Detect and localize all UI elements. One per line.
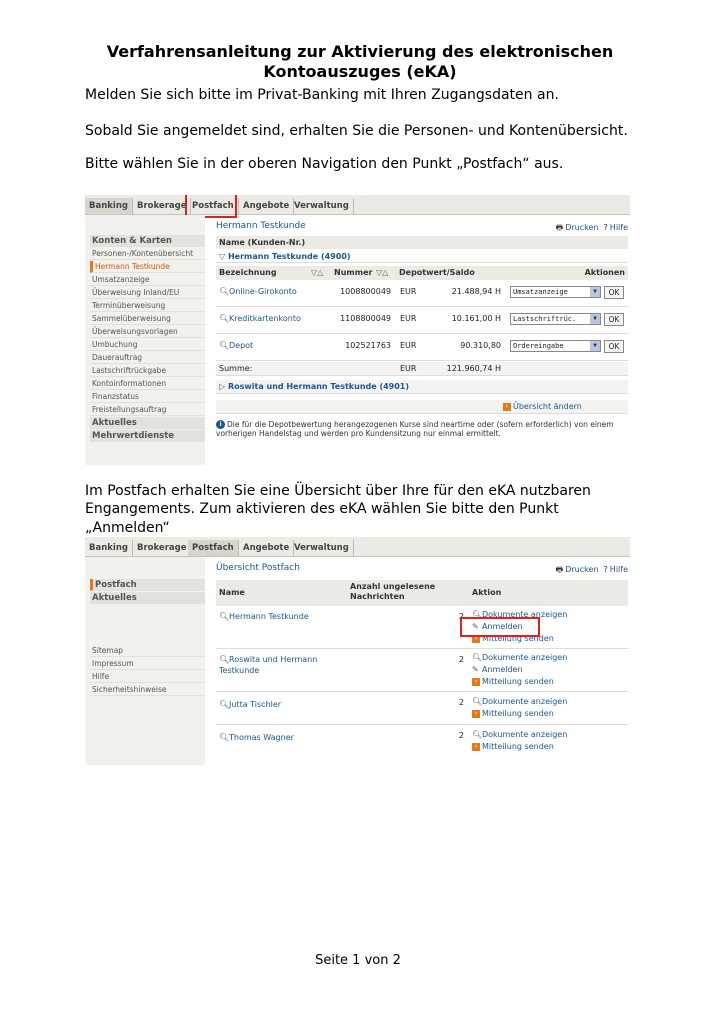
collapse-triangle-icon: ▽ — [219, 252, 226, 261]
sort-icon[interactable]: ▽△ — [376, 268, 389, 277]
ok-button[interactable]: OK — [604, 313, 624, 326]
paragraph-postfach-overview-1: Im Postfach erhalten Sie eine Übersicht über Ihre für den eKA nutzbaren — [85, 483, 591, 499]
sidebar-item-terminueberweisung[interactable]: Terminüberweisung — [90, 300, 205, 312]
account-row — [216, 335, 628, 361]
document-title-line2: Kontoauszuges (eKA) — [263, 62, 457, 81]
page-title: Hermann Testkunde — [216, 221, 306, 231]
customer-link[interactable]: 🔍︎Thomas Wagner — [219, 733, 294, 742]
column-depotwert-saldo[interactable]: Depotwert/Saldo — [399, 268, 475, 277]
help-icon: ? — [603, 223, 608, 232]
change-overview-row — [216, 400, 628, 414]
show-documents-link[interactable]: 🔍︎Dokumente anzeigen — [472, 610, 568, 619]
sidebar-item-impressum[interactable]: Impressum — [90, 658, 205, 670]
account-row — [216, 308, 628, 334]
group-row-4900[interactable] — [216, 250, 628, 263]
magnifier-icon: 🔍︎ — [219, 612, 230, 621]
show-documents-link[interactable]: 🔍︎Dokumente anzeigen — [472, 697, 568, 706]
sidebar-item-dauerauftrag[interactable]: Dauerauftrag — [90, 352, 205, 364]
account-number: 1108800049 — [340, 314, 391, 323]
postfach-row — [216, 693, 628, 725]
top-navigation — [85, 537, 630, 557]
unread-count: 2 — [458, 698, 464, 707]
sum-label: Summe: — [219, 364, 253, 373]
account-balance: 21.488,94 H — [451, 287, 501, 296]
page-footer: Seite 1 von 2 — [315, 953, 401, 968]
account-link[interactable]: 🔍︎Kreditkartenkonto — [219, 314, 301, 323]
main-content — [216, 219, 628, 465]
sidebar-item-sammelueberweisung[interactable]: Sammelüberweisung — [90, 313, 205, 325]
screenshot-postfach — [85, 537, 630, 765]
help-icon: ? — [603, 565, 608, 574]
help-link[interactable]: Hilfe — [609, 565, 628, 574]
account-link[interactable]: 🔍︎Online-Girokonto — [219, 287, 297, 296]
ok-button[interactable]: OK — [604, 340, 624, 353]
account-currency: EUR — [400, 314, 417, 323]
nav-tab-angebote[interactable]: Angebote — [239, 540, 294, 556]
magnifier-icon: 🔍︎ — [219, 341, 230, 350]
magnifier-icon: 🔍︎ — [219, 287, 230, 296]
magnifier-icon: 🔍︎ — [472, 653, 483, 662]
toolbar — [556, 222, 628, 236]
customer-link[interactable]: 🔍︎Roswita und Hermann Testkunde — [219, 655, 318, 675]
document-title-line1: Verfahrensanleitung zur Aktivierung des elektronischen — [106, 42, 614, 61]
sum-currency: EUR — [400, 364, 417, 373]
sidebar-item-hilfe[interactable]: Hilfe — [90, 671, 205, 683]
sidebar-heading-aktuelles[interactable]: Aktuelles — [90, 592, 205, 604]
send-message-link[interactable]: › Mitteilung senden — [472, 742, 554, 751]
ok-button[interactable]: OK — [604, 286, 624, 299]
send-message-link[interactable]: › Mitteilung senden — [472, 677, 554, 686]
help-link[interactable]: Hilfe — [609, 223, 628, 232]
account-currency: EUR — [400, 287, 417, 296]
column-unread-count: Anzahl ungelesene Nachrichten — [350, 582, 436, 601]
top-navigation — [85, 195, 630, 215]
column-aktionen: Aktionen — [584, 268, 625, 277]
sidebar-item-ueberweisungsvorlagen[interactable]: Überweisungsvorlagen — [90, 326, 205, 338]
arrow-right-icon: › — [472, 635, 480, 643]
paragraph-postfach: Bitte wählen Sie in der oberen Navigation den Punkt „Postfach“ aus. — [85, 156, 564, 172]
sidebar — [85, 557, 205, 765]
sum-row — [216, 362, 628, 376]
nav-tab-brokerage[interactable]: Brokerage — [133, 540, 191, 556]
nav-tab-verwaltung[interactable]: Verwaltung — [290, 198, 354, 214]
nav-tab-brokerage[interactable]: Brokerage — [133, 198, 191, 214]
nav-tab-angebote[interactable]: Angebote — [239, 198, 294, 214]
column-aktion: Aktion — [472, 588, 502, 597]
sidebar-heading-aktuelles[interactable]: Aktuelles — [90, 417, 205, 429]
action-select[interactable]: Lastschriftrüc. ▼ — [510, 313, 601, 325]
group-name: Roswita und Hermann Testkunde (4901) — [227, 382, 410, 391]
nav-tab-banking[interactable]: Banking — [85, 540, 133, 556]
sidebar-heading-postfach[interactable]: Postfach — [90, 579, 205, 591]
account-number: 1008800049 — [340, 287, 391, 296]
send-message-link[interactable]: › Mitteilung senden — [472, 709, 554, 718]
paragraph-overview: Sobald Sie angemeldet sind, erhalten Sie die Personen- und Kontenübersicht. — [85, 123, 628, 139]
info-note — [216, 420, 628, 438]
accounts-table-header — [216, 266, 628, 280]
register-link[interactable]: ✎ Anmelden — [472, 665, 523, 674]
nav-tab-verwaltung[interactable]: Verwaltung — [290, 540, 354, 556]
sidebar-item-umsatzanzeige[interactable]: Umsatzanzeige — [90, 274, 205, 286]
sidebar-item-sitemap[interactable]: Sitemap — [90, 645, 205, 657]
magnifier-icon: 🔍︎ — [219, 655, 230, 664]
sidebar — [85, 215, 205, 465]
magnifier-icon: 🔍︎ — [472, 697, 483, 706]
sidebar-heading-konten[interactable]: Konten & Karten — [90, 235, 205, 247]
group-name: Hermann Testkunde (4900) — [227, 252, 351, 261]
sidebar-item-umbuchung[interactable]: Umbuchung — [90, 339, 205, 351]
send-message-link[interactable]: › Mitteilung senden — [472, 634, 554, 643]
pencil-icon: ✎ — [472, 622, 479, 631]
magnifier-icon: 🔍︎ — [219, 314, 230, 323]
unread-count: 2 — [458, 731, 464, 740]
magnifier-icon: 🔍︎ — [472, 610, 483, 619]
account-link[interactable]: 🔍︎Depot — [219, 341, 254, 350]
sum-value: 121.960,74 H — [446, 364, 501, 373]
account-number: 102521763 — [345, 341, 391, 350]
sidebar-item-finanzstatus[interactable]: Finanzstatus — [90, 391, 205, 403]
action-select[interactable]: Umsatzanzeige ▼ — [510, 286, 601, 298]
customer-link[interactable]: 🔍︎Hermann Testkunde — [219, 612, 309, 621]
column-bezeichnung[interactable]: Bezeichnung — [219, 268, 277, 277]
sidebar-item-hermann-testkunde[interactable]: Hermann Testkunde — [90, 261, 205, 273]
nav-tab-postfach[interactable]: Postfach — [188, 540, 239, 556]
sidebar-item-lastschriftrueckgabe[interactable]: Lastschriftrückgabe — [90, 365, 205, 377]
arrow-right-icon: › — [472, 710, 480, 718]
arrow-right-icon: › — [472, 678, 480, 686]
postfach-table-header — [216, 580, 628, 606]
toolbar — [556, 564, 628, 578]
print-link[interactable]: Drucken — [565, 223, 599, 232]
document-title — [40, 42, 680, 82]
postfach-row — [216, 726, 628, 758]
postfach-row — [216, 607, 628, 649]
sort-icon[interactable]: ▽△ — [311, 268, 324, 277]
info-text: Die für die Depotbewertung herangezogenen Kurse sind neartime oder (sofern erforderlich) von einem vorherigen Handelstag und werden pro Kundensitzung nur einmal ermittelt. — [216, 420, 614, 438]
sidebar-item-sicherheitshinweise[interactable]: Sicherheitshinweise — [90, 684, 205, 696]
pencil-icon: ✎ — [472, 665, 479, 674]
unread-count: 2 — [458, 612, 464, 621]
register-link[interactable]: ✎ Anmelden — [472, 622, 523, 631]
show-documents-link[interactable]: 🔍︎Dokumente anzeigen — [472, 730, 568, 739]
name-column-header: Name (Kunden-Nr.) — [216, 236, 628, 249]
show-documents-link[interactable]: 🔍︎Dokumente anzeigen — [472, 653, 568, 662]
printer-icon: 🖶 — [555, 565, 564, 574]
chevron-down-icon: ▼ — [590, 314, 600, 324]
account-currency: EUR — [400, 341, 417, 350]
unread-count: 2 — [458, 655, 464, 664]
magnifier-icon: 🔍︎ — [219, 733, 230, 742]
magnifier-icon: 🔍︎ — [219, 700, 230, 709]
column-name: Name — [219, 588, 245, 597]
print-link[interactable]: Drucken — [565, 565, 599, 574]
sidebar-heading-mehrwertdienste[interactable]: Mehrwertdienste — [90, 430, 205, 442]
paragraph-postfach-overview-2: Engangements. Zum aktivieren des eKA wählen Sie bitte den Punkt „Anmelden“ — [85, 501, 559, 536]
printer-icon: 🖶 — [555, 223, 564, 232]
expand-triangle-icon: ▷ — [219, 382, 226, 391]
column-nummer[interactable]: Nummer — [334, 268, 373, 277]
arrow-right-icon: › — [472, 743, 480, 751]
account-balance: 10.161,00 H — [451, 314, 501, 323]
nav-tab-banking[interactable]: Banking — [85, 198, 133, 214]
chevron-down-icon: ▼ — [590, 341, 600, 351]
nav-tab-postfach[interactable]: Postfach — [188, 198, 239, 214]
sidebar-item-ueberweisung[interactable]: Überweisung Inland/EU — [90, 287, 205, 299]
magnifier-icon: 🔍︎ — [472, 730, 483, 739]
info-icon: i — [216, 420, 225, 429]
main-content — [216, 561, 628, 765]
group-row-4901[interactable] — [216, 380, 628, 394]
page-title: Übersicht Postfach — [216, 563, 300, 573]
account-row — [216, 281, 628, 307]
account-balance: 90.310,80 — [460, 341, 501, 350]
sidebar-item-kontoinformationen[interactable]: Kontoinformationen — [90, 378, 205, 390]
action-select[interactable]: Ordereingabe ▼ — [510, 340, 601, 352]
paragraph-login: Melden Sie sich bitte im Privat-Banking mit Ihren Zugangsdaten an. — [85, 87, 559, 103]
change-overview-link[interactable]: › Übersicht ändern — [503, 400, 582, 414]
customer-link[interactable]: 🔍︎Jutta Tischler — [219, 700, 282, 709]
postfach-row — [216, 650, 628, 692]
arrow-right-icon: › — [503, 403, 511, 411]
highlight-anmelden-box — [460, 617, 540, 637]
screenshot-account-overview — [85, 195, 630, 465]
chevron-down-icon: ▼ — [590, 287, 600, 297]
sidebar-item-freistellungsauftrag[interactable]: Freistellungsauftrag — [90, 404, 205, 416]
sidebar-item-personen-kontenuebersicht[interactable]: Personen-/Kontenübersicht — [90, 248, 205, 260]
